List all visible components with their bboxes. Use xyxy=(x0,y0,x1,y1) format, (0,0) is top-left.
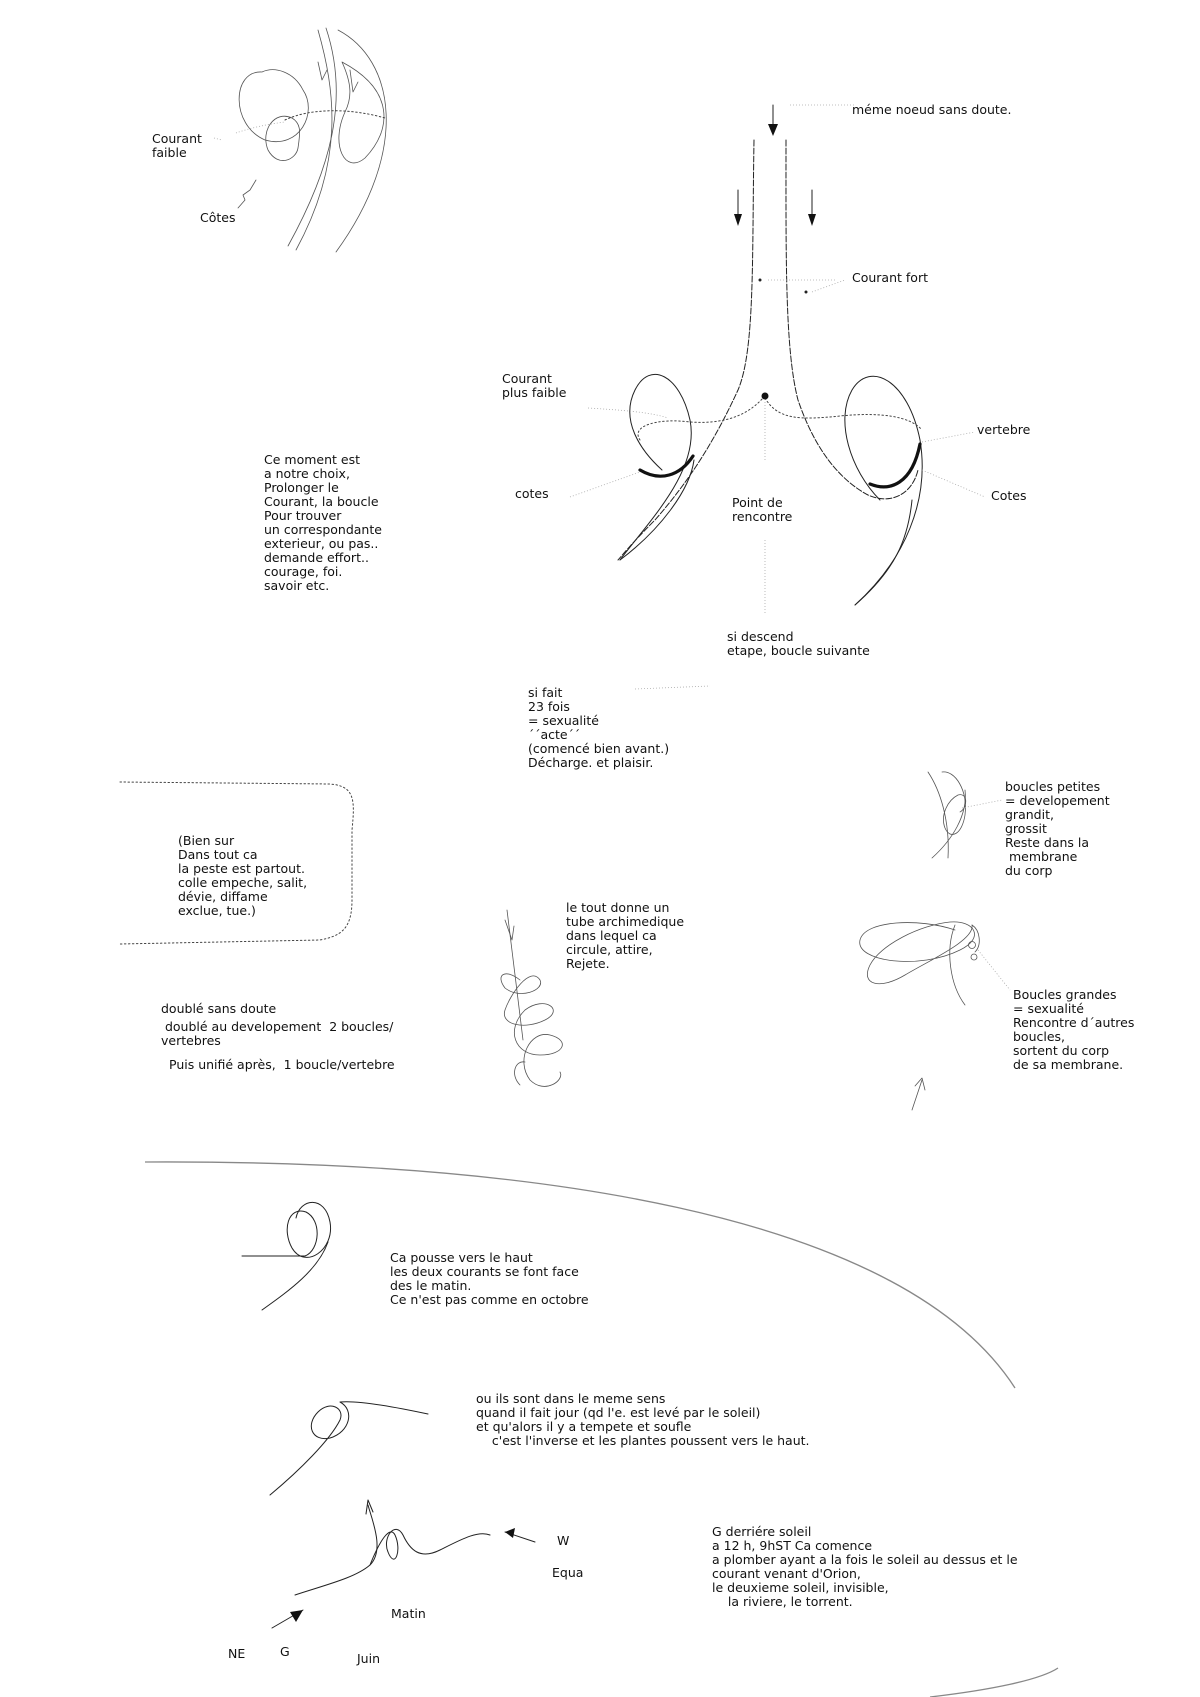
note-w: W xyxy=(557,1533,570,1548)
weak-current-sketch xyxy=(214,28,386,252)
note-cotes-top: Côtes xyxy=(200,210,236,225)
curl-sketch-upper xyxy=(242,1202,331,1310)
small-loops-sketch xyxy=(928,772,1002,858)
note-vertebre: vertebre xyxy=(977,422,1031,437)
note-courant-faible: Courant faible xyxy=(152,131,202,160)
note-boucles-petites: boucles petites = developement grandit, grossit Reste dans la membrane du corp xyxy=(1005,779,1110,878)
note-bien-sur: (Bien sur Dans tout ca la peste est partout. colle empeche, salit, dévie, diffame exclue, tue.) xyxy=(178,833,308,918)
note-unifie: Puis unifié après, 1 boucle/vertebre xyxy=(169,1057,395,1072)
note-meme-noeud: méme noeud sans doute. xyxy=(852,102,1012,117)
note-courant-fort: Courant fort xyxy=(852,270,928,285)
note-juin: Juin xyxy=(357,1651,381,1666)
large-loops-sketch xyxy=(860,922,1010,1110)
note-g-derriere: G derriére soleil a 12 h, 9hST Ca comence a plomber ayant a la fois le soleil au dessus et le courant venant d'Orion, le deuxieme soleil, invisible, la riviere, le torrent. xyxy=(712,1524,1018,1609)
note-ne: NE xyxy=(228,1646,246,1661)
note-tube: le tout donne un tube archimedique dans lequel ca circule, attire, Rejete. xyxy=(566,900,685,971)
bottom-arc xyxy=(930,1668,1058,1697)
note-si-descend: si descend etape, boucle suivante xyxy=(727,629,870,658)
note-equa: Equa xyxy=(552,1565,584,1580)
note-meme-sens: ou ils sont dans le meme sens quand il fait jour (qd l'e. est levé par le soleil) et qu'alors il y a tempete et soufle c'est l'inverse et les plantes poussent vers le haut. xyxy=(476,1391,810,1448)
note-double-2: doublé au developement 2 boucles/ vertebres xyxy=(161,1019,394,1048)
archimedean-tube-sketch xyxy=(501,910,562,1086)
note-g: G xyxy=(280,1644,290,1659)
note-matin: Matin xyxy=(391,1606,426,1621)
main-current-diagram xyxy=(570,105,985,689)
note-pousse: Ca pousse vers le haut les deux courants se font face des le matin. Ce n'est pas comme en octobre xyxy=(390,1250,589,1307)
note-point-rencontre: Point de rencontre xyxy=(732,495,793,524)
note-double-1: doublé sans doute xyxy=(161,1001,277,1016)
note-cotes-left: cotes xyxy=(515,486,549,501)
note-moment: Ce moment est a notre choix, Prolonger le Courant, la boucle Pour trouver un correspondante exterieur, ou pas.. demande effort.. courage, foi. savoir etc. xyxy=(264,452,382,593)
note-cotes-right: Cotes xyxy=(991,488,1027,503)
note-boucles-grandes: Boucles grandes = sexualité Rencontre d´autres boucles, sortent du corp de sa membrane. xyxy=(1013,987,1135,1072)
note-courant-plus-faible: Courant plus faible xyxy=(502,371,567,400)
note-si-fait: si fait 23 fois = sexualité ´´acte´´ (comencé bien avant.) Décharge. et plaisir. xyxy=(528,685,670,770)
curl-sketch-lower xyxy=(270,1402,428,1495)
